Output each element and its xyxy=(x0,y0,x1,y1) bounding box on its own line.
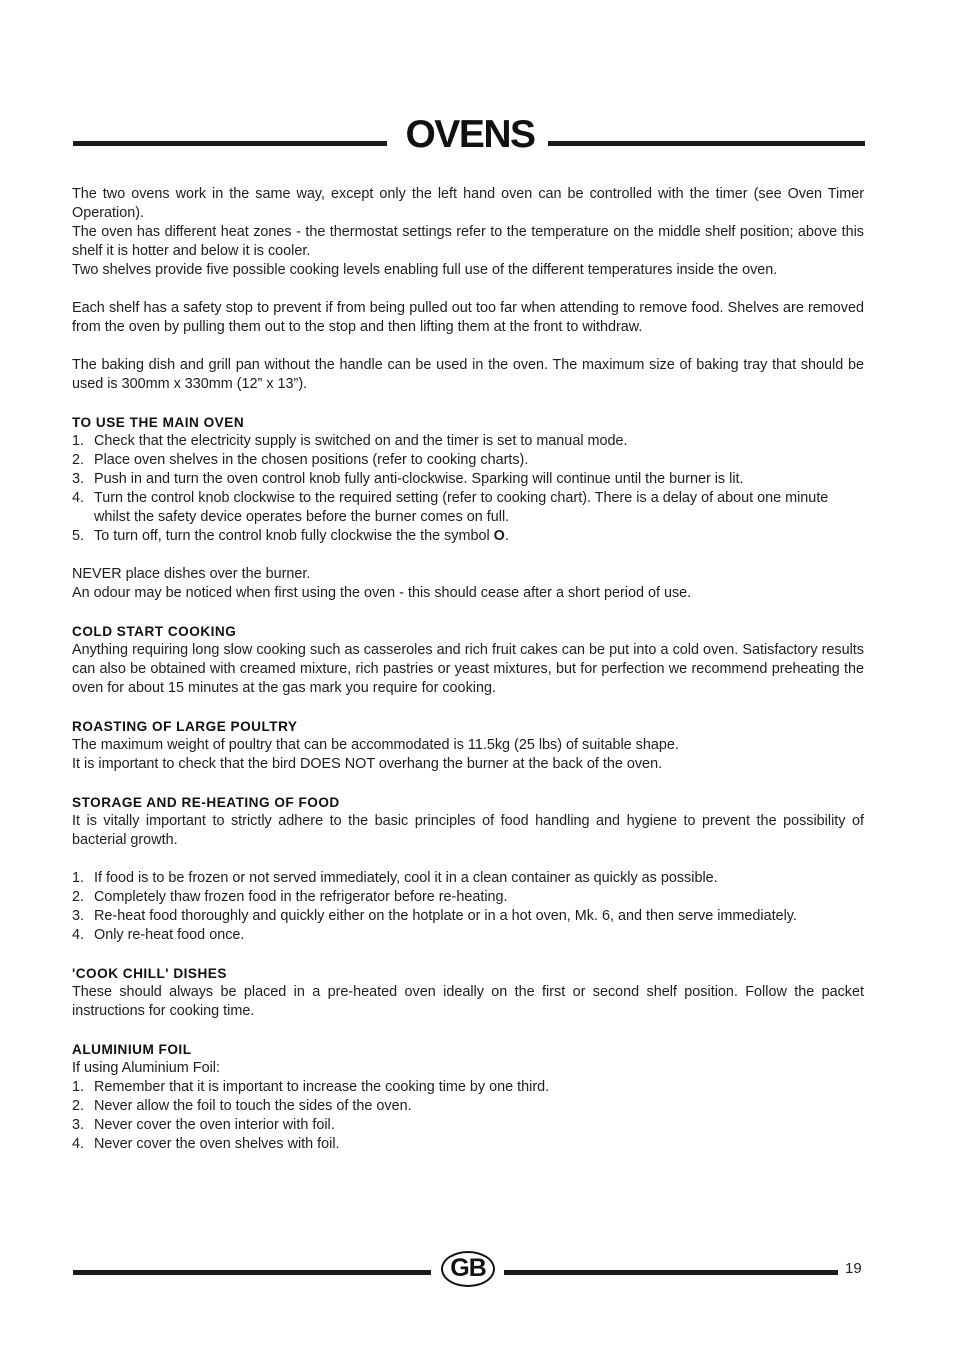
off-symbol: O xyxy=(493,528,505,544)
footer-rule-right xyxy=(504,1270,838,1275)
poultry-line: It is important to check that the bird DOES NOT overhang the burner at the back of the oven. xyxy=(72,756,663,772)
intro-paragraph: Two shelves provide five possible cooking levels enabling full use of the different temperatures inside the oven. xyxy=(72,262,778,278)
main-oven-list xyxy=(72,432,864,546)
section-heading-foil: ALUMINIUM FOIL xyxy=(72,1042,192,1057)
page-title: OVENS xyxy=(405,113,535,156)
list-item: 4. Turn the control knob clockwise to the required setting (refer to cooking chart). There is a delay of about one minute whilst the safety device operates before the burner comes on full. xyxy=(72,490,829,525)
foil-intro: If using Aluminium Foil: xyxy=(72,1060,220,1076)
list-item: 4. Only re-heat food once. xyxy=(72,927,245,943)
intro-paragraph: The oven has different heat zones - the thermostat settings refer to the temperature on the middle shelf position; above this shelf it is hotter and below it is cooler. xyxy=(72,224,864,259)
section-heading-main-oven: TO USE THE MAIN OVEN xyxy=(72,415,245,430)
list-item: 2. Completely thaw frozen food in the refrigerator before re-heating. xyxy=(72,889,508,905)
cold-start-paragraph: Anything requiring long slow cooking such as casseroles and rich fruit cakes can be put into a cold oven. Satisfactory results can also be obtained with creamed mixture, rich pastries or yeast mixtures, but for perfection we recommend preheating the oven for about 15 minutes at the gas mark you require for cooking. xyxy=(72,642,864,696)
section-heading-poultry: ROASTING OF LARGE POULTRY xyxy=(72,719,298,734)
section-heading-storage: STORAGE AND RE-HEATING OF FOOD xyxy=(72,795,340,810)
list-item: 4. Never cover the oven shelves with foil. xyxy=(72,1136,340,1152)
shelves-paragraph: Each shelf has a safety stop to prevent if from being pulled out too far when attending to remove food. Shelves are removed from the oven by pulling them out to the stop and then lifting them at the front to withdraw. xyxy=(72,300,864,335)
baking-paragraph: The baking dish and grill pan without the handle can be used in the oven. The maximum size of baking tray that should be used is 300mm x 330mm (12” x 13”). xyxy=(72,357,864,392)
list-item: 3. Never cover the oven interior with foil. xyxy=(72,1117,335,1133)
document-body xyxy=(72,185,864,1154)
list-item: 2. Place oven shelves in the chosen positions (refer to cooking charts). xyxy=(72,452,529,468)
list-item: 1. Remember that it is important to increase the cooking time by one third. xyxy=(72,1079,550,1095)
section-heading-cold-start: COLD START COOKING xyxy=(72,624,237,639)
list-item: 5. To turn off, turn the control knob fully clockwise the the symbol O. xyxy=(72,528,509,544)
header-rule-left xyxy=(73,141,387,146)
list-item: 1. If food is to be frozen or not served immediately, cool it in a clean container as quickly as possible. xyxy=(72,870,718,886)
list-item: 1. Check that the electricity supply is switched on and the timer is set to manual mode. xyxy=(72,433,628,449)
note-line: An odour may be noticed when first using the oven - this should cease after a short period of use. xyxy=(72,585,692,601)
poultry-line: The maximum weight of poultry that can be accommodated is 11.5kg (25 lbs) of suitable shape. xyxy=(72,737,679,753)
storage-paragraph: It is vitally important to strictly adhere to the basic principles of food handling and hygiene to prevent the possibility of bacterial growth. xyxy=(72,813,864,848)
note-line: NEVER place dishes over the burner. xyxy=(72,566,311,582)
list-item: 3. Push in and turn the oven control knob fully anti-clockwise. Sparking will continue until the burner is lit. xyxy=(72,471,744,487)
cook-chill-paragraph: These should always be placed in a pre-heated oven ideally on the first or second shelf position. Follow the packet instructions for cooking time. xyxy=(72,984,864,1019)
list-item: 2. Never allow the foil to touch the sides of the oven. xyxy=(72,1098,412,1114)
gb-language-badge: GB xyxy=(441,1251,495,1287)
footer-rule-left xyxy=(73,1270,431,1275)
page-number: 19 xyxy=(845,1260,862,1277)
list-item: 3. Re-heat food thoroughly and quickly either on the hotplate or in a hot oven, Mk. 6, and then serve immediately. xyxy=(72,908,797,924)
storage-list xyxy=(72,869,864,945)
header-rule-right xyxy=(548,141,865,146)
foil-list xyxy=(72,1078,864,1154)
section-heading-cook-chill: 'COOK CHILL' DISHES xyxy=(72,966,227,981)
intro-paragraph: The two ovens work in the same way, except only the left hand oven can be controlled with the timer (see Oven Timer Operation). xyxy=(72,186,864,221)
